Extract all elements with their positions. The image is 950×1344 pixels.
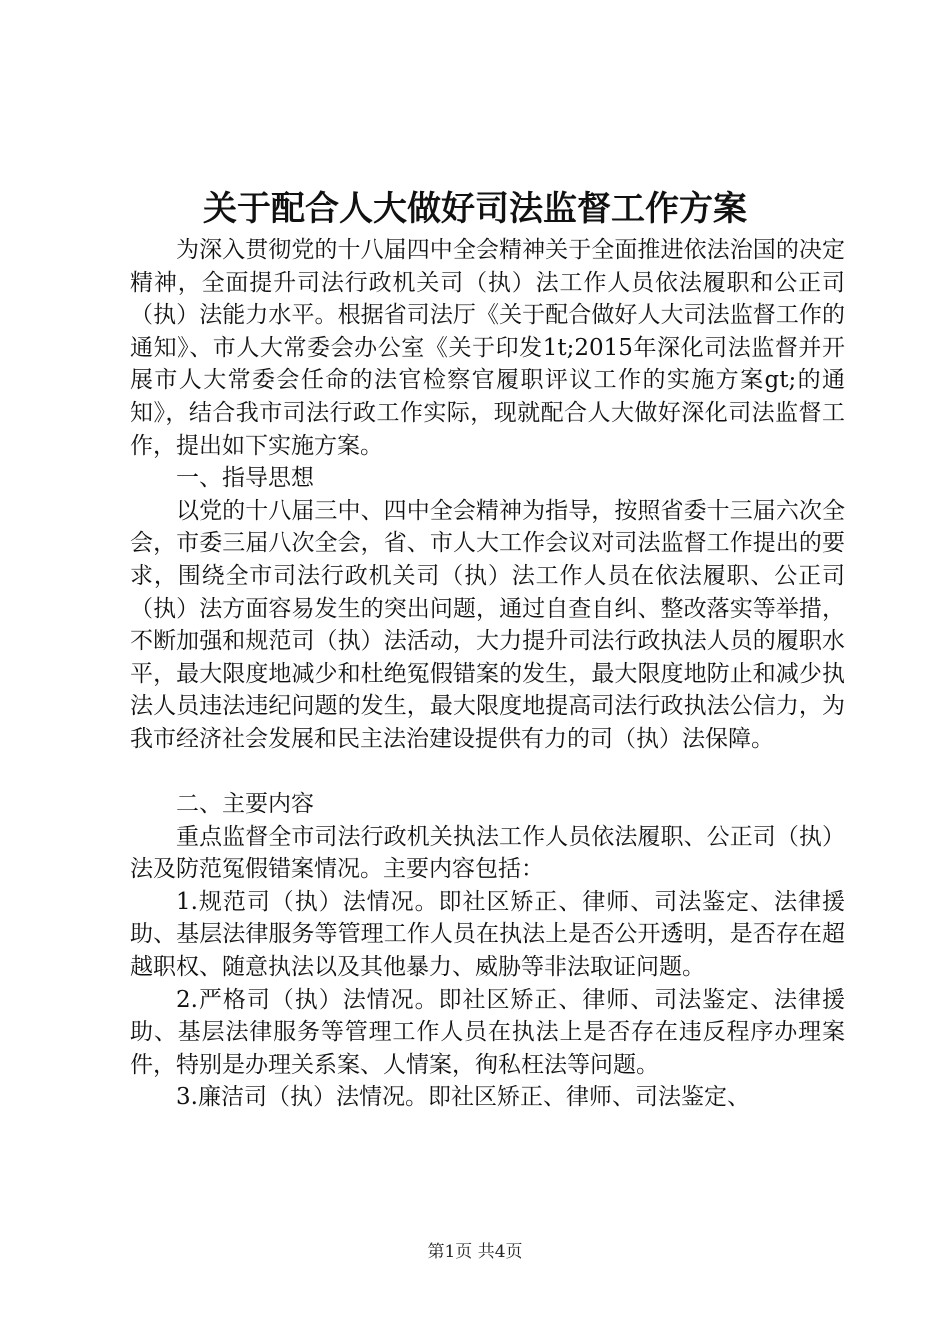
- section-heading-main-content: 二、主要内容: [176, 791, 314, 818]
- document-title: 关于配合人大做好司法监督工作方案: [203, 189, 747, 229]
- list-item-1: 1.规范司（执）法情况。即社区矫正、律师、司法鉴定、法律援助、基层法律服务等管理工作人员在执法上是否公开透明，是否存在超越职权、随意执法以及其他暴力、威胁等非法取证问题。: [130, 888, 845, 981]
- intro-paragraph: 为深入贯彻党的十八届四中全会精神关于全面推进依法治国的决定精神，全面提升司法行政机关司（执）法工作人员依法履职和公正司（执）法能力水平。根据省司法厅《关于配合做好人大司法监督工作的通知》、市人大常委会办公室《关于印发1t;2015年深化司法监督并开展市人大常委会任命的法官检察官履职评议工作的实施方案gt;的通知》，结合我市司法行政工作实际，现就配合人大做好深化司法监督工作，提出如下实施方案。: [130, 237, 845, 459]
- list-item-2: 2.严格司（执）法情况。即社区矫正、律师、司法鉴定、法律援助、基层法律服务等管理工作人员在执法上是否存在违反程序办理案件，特别是办理关系案、人情案，徇私枉法等问题。: [130, 986, 845, 1078]
- page-footer: 第1页 共4页: [427, 1242, 523, 1262]
- main-content-paragraph: 重点监督全市司法行政机关执法工作人员依法履职、公正司（执）法及防范冤假错案情况。主要内容包括：: [130, 823, 845, 883]
- document-body: [130, 234, 845, 1114]
- guiding-ideology-paragraph: 以党的十八届三中、四中全会精神为指导，按照省委十三届六次全会，市委三届八次全会，省、市人大工作会议对司法监督工作提出的要求，围绕全市司法行政机关司（执）法工作人员在依法履职、公正司（执）法方面容易发生的突出问题，通过自查自纠、整改落实等举措，不断加强和规范司（执）法活动，大力提升司法行政执法人员的履职水平，最大限度地减少和杜绝冤假错案的发生，最大限度地防止和减少执法人员违法违纪问题的发生，最大限度地提高司法行政执法公信力，为我市经济社会发展和民主法治建设提供有力的司（执）法保障。: [130, 497, 845, 752]
- paragraph-gap: [130, 756, 845, 789]
- list-item-3: 3.廉洁司（执）法情况。即社区矫正、律师、司法鉴定、: [176, 1084, 750, 1111]
- section-heading-guiding-ideology: 一、指导思想: [176, 465, 314, 492]
